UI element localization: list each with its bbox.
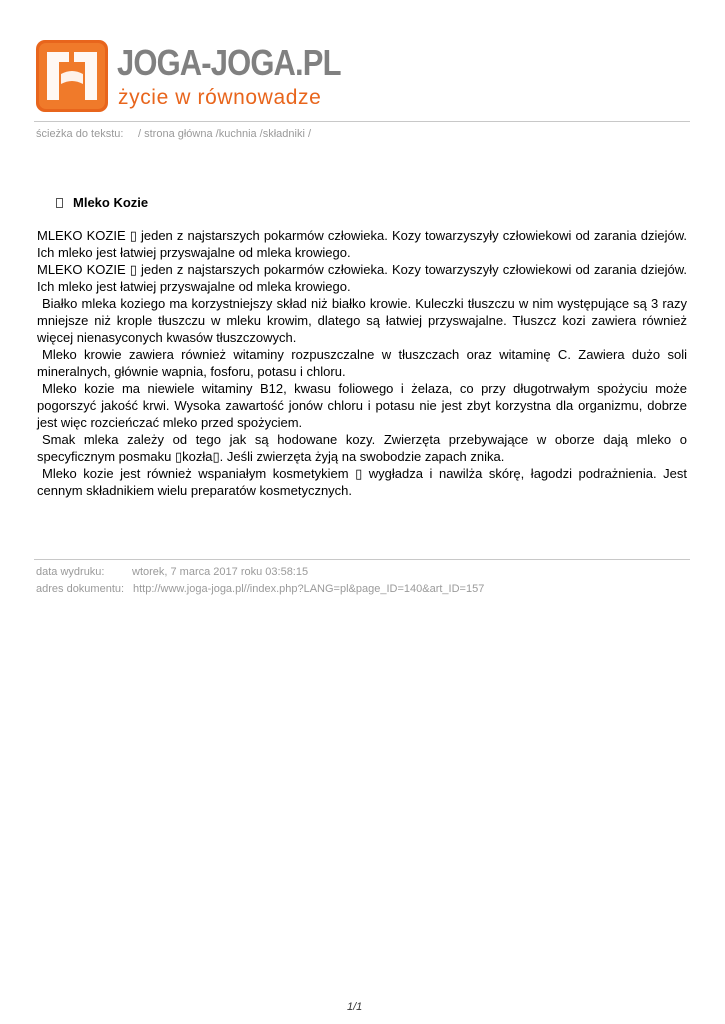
- document-address-link[interactable]: http://www.joga-joga.pl//index.php?LANG=pl&page_ID=140&art_ID=157: [133, 583, 485, 595]
- article-paragraph: Białko mleka koziego ma korzystniejszy skład niż białko krowie. Kuleczki tłuszczu w nim występujące są 3 razy mniejsze niż krople tłuszczu w mleku krowim, dlatego są łatwiej przyswajalne. Tłuszcz kozi zawiera również więcej nienasyconych kwasów tłuszczowych.: [37, 296, 687, 345]
- document-address-label: adres dokumentu:: [36, 583, 125, 595]
- logo-title: JOGA-JOGA.PL: [117, 42, 341, 83]
- print-date-row: [36, 566, 309, 578]
- logo-mark-icon: [36, 40, 108, 112]
- print-date-value: wtorek, 7 marca 2017 roku 03:58:15: [132, 566, 309, 578]
- header-divider: [34, 121, 690, 122]
- footer-divider: [34, 559, 690, 560]
- article-paragraph: Mleko kozie jest również wspaniałym kosmetykiem ▯ wygładza i nawilża skórę, łagodzi podrażnienia. Jest cennym składnikiem wielu preparatów kosmetycznych.: [37, 466, 687, 498]
- article-title: Mleko Kozie: [73, 195, 149, 210]
- article-paragraph: Smak mleka zależy od tego jak są hodowane kozy. Zwierzęta przebywające w oborze dają mleko o specyficznym posmaku ▯kozła▯. Jeśli zwierzęta żyją na swobodzie zapach znika.: [37, 432, 687, 464]
- breadcrumb: [36, 128, 312, 140]
- print-date-label: data wydruku:: [36, 566, 105, 578]
- site-logo: [36, 38, 341, 114]
- article-paragraph: Mleko kozie ma niewiele witaminy B12, kwasu foliowego i żelaza, co przy długotrwałym spożyciu może pogorszyć jakość krwi. Wysoka zawartość jonów chloru i potasu nie jest zbyt korzystna dla organizmu, dobrze jest więc rozcieńczać mleko przed spożyciem.: [37, 381, 687, 430]
- article-body: [37, 227, 687, 499]
- article-title-row: [56, 195, 148, 210]
- article-paragraph: Mleko krowie zawiera również witaminy rozpuszczalne w tłuszczach oraz witaminę C. Zawiera dużo soli mineralnych, głównie wapnia, fosforu, potasu i chloru.: [37, 347, 687, 379]
- article-paragraph: MLEKO KOZIE ▯ jeden z najstarszych pokarmów człowieka. Kozy towarzyszyły człowiekowi od zarania dziejów. Ich mleko jest łatwiej przyswajalne od mleka krowiego.: [37, 262, 687, 294]
- logo-subtitle: życie w równowadze: [118, 86, 322, 109]
- document-address-row: [36, 583, 485, 595]
- page-number: 1/1: [347, 1001, 363, 1013]
- breadcrumb-path: / strona główna /kuchnia /składniki /: [138, 128, 312, 140]
- article-paragraph: MLEKO KOZIE ▯ jeden z najstarszych pokarmów człowieka. Kozy towarzyszyły człowiekowi od zarania dziejów. Ich mleko jest łatwiej przyswajalne od mleka krowiego.: [37, 228, 687, 260]
- missing-glyph-icon: [56, 198, 63, 208]
- breadcrumb-label: ścieżka do tekstu:: [36, 128, 124, 140]
